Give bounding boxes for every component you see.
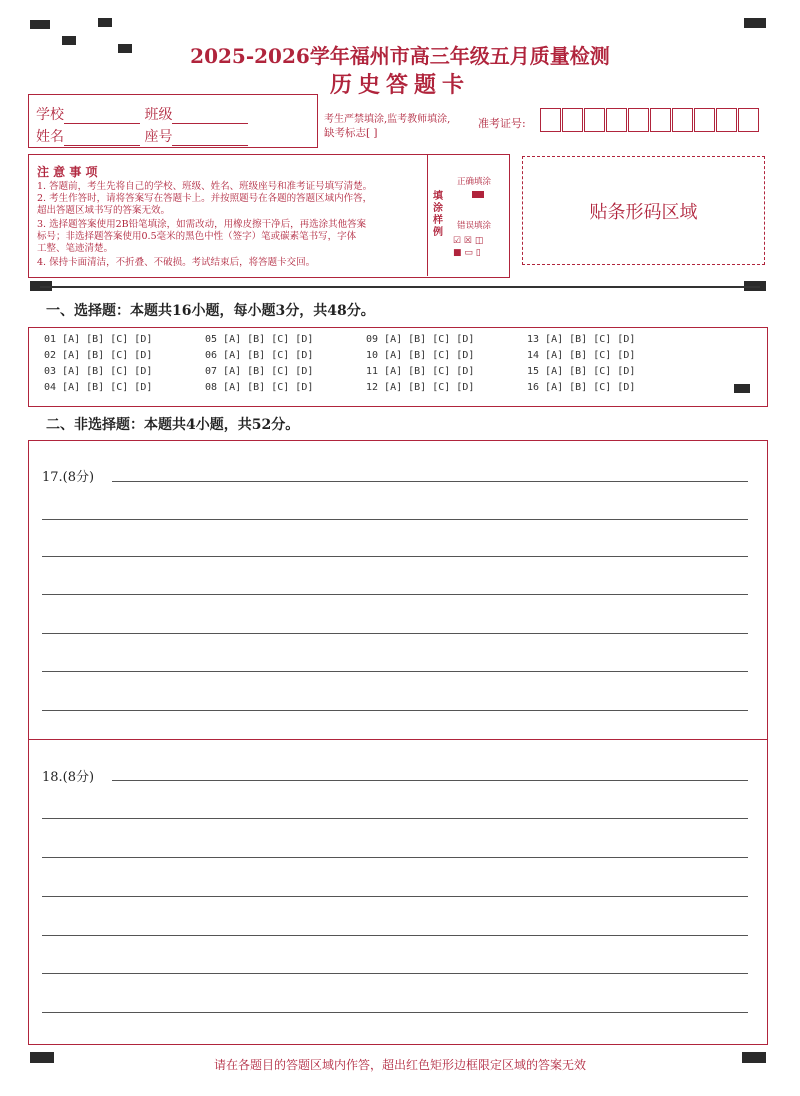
q17-label: 17.(8分) (42, 470, 95, 485)
notice-item: 4. 保持卡面清洁，不折叠、不破损。考试结束后，将答题卡交回。 (37, 257, 316, 268)
class-label: 班级 (144, 107, 173, 123)
exam-no-cell[interactable] (540, 108, 561, 132)
wrong-fill-label: 错误填涂 (457, 221, 492, 231)
answer-line[interactable] (42, 594, 748, 595)
answer-line[interactable] (42, 973, 748, 974)
choice-question[interactable]: 06 [A] [B] [C] [D] (205, 350, 314, 361)
answer-line[interactable] (42, 857, 748, 858)
choice-question[interactable]: 08 [A] [B] [C] [D] (205, 382, 314, 393)
choice-question[interactable]: 16 [A] [B] [C] [D] (527, 382, 636, 393)
fill-example-label: 填涂样例 (433, 191, 443, 238)
exam-title: 2025-2026学年福州市高三年级五月质量检测 (190, 44, 610, 68)
answer-line[interactable] (42, 556, 748, 557)
answer-line[interactable] (112, 780, 748, 781)
seat-label: 座号 (144, 129, 173, 145)
exam-no-label: 准考证号: (478, 117, 526, 130)
subject-title: 历史答题卡 (329, 72, 470, 98)
choice-question[interactable]: 01 [A] [B] [C] [D] (44, 334, 153, 345)
choice-question[interactable]: 02 [A] [B] [C] [D] (44, 350, 153, 361)
exam-no-cell[interactable] (738, 108, 759, 132)
exam-no-cell[interactable] (650, 108, 671, 132)
answer-line[interactable] (42, 935, 748, 936)
wrong-fill-samples: ☑ ☒ ◫ ■ ▭ ▯ (453, 236, 484, 258)
notice-item: 1. 答题前，考生先将自己的学校、班级、姓名、班级座号和准考证号填写清楚。 (37, 181, 373, 192)
school-label: 学校 (36, 107, 64, 123)
answer-line[interactable] (42, 671, 748, 672)
proctor-note: 考生严禁填涂,监考教师填涂, (324, 114, 451, 125)
exam-no-cell[interactable] (672, 108, 693, 132)
footer-note: 请在各题目的答题区域内作答，超出红色矩形边框限定区域的答案无效 (213, 1058, 586, 1072)
notice-title: 注 意 事 项 (37, 165, 98, 179)
school-row (36, 104, 248, 124)
correct-fill-sample (472, 191, 484, 198)
exam-no-cell[interactable] (606, 108, 627, 132)
notice-item: 工整、笔迹清楚。 (37, 243, 114, 254)
choice-question[interactable]: 15 [A] [B] [C] [D] (527, 366, 636, 377)
answer-line[interactable] (42, 896, 748, 897)
choice-question[interactable]: 14 [A] [B] [C] [D] (527, 350, 636, 361)
answer-box-18 (28, 739, 768, 1045)
absent-mark[interactable]: 缺考标志[ ] (324, 127, 378, 139)
seat-field[interactable] (172, 133, 248, 146)
registration-mark (30, 20, 50, 29)
answer-line[interactable] (42, 519, 748, 520)
answer-box-17 (28, 440, 768, 740)
barcode-area: 贴条形码区域 (522, 156, 765, 265)
name-label: 姓名 (36, 129, 64, 145)
section2-heading: 二、非选择题：本题共4小题，共52分。 (46, 417, 300, 433)
class-field[interactable] (172, 111, 248, 124)
exam-no-cell[interactable] (694, 108, 715, 132)
choice-question[interactable]: 12 [A] [B] [C] [D] (366, 382, 475, 393)
notice-box (28, 154, 510, 278)
choice-question[interactable]: 07 [A] [B] [C] [D] (205, 366, 314, 377)
exam-no-cell[interactable] (628, 108, 649, 132)
answer-line[interactable] (42, 710, 748, 711)
notice-item: 标号；非选择题答案使用0.5毫米的黑色中性（签字）笔或碳素笔书写，字体 (37, 231, 357, 242)
choice-question[interactable]: 10 [A] [B] [C] [D] (366, 350, 475, 361)
notice-divider (427, 155, 428, 276)
choice-question[interactable]: 09 [A] [B] [C] [D] (366, 334, 475, 345)
q18-label: 18.(8分) (42, 770, 95, 785)
section1-heading: 一、选择题：本题共16小题，每小题3分，共48分。 (46, 303, 375, 319)
notice-item: 2. 考生作答时，请将答案写在答题卡上。并按照题号在各题的答题区域内作答， (37, 193, 373, 204)
name-row (36, 126, 248, 146)
choice-question[interactable]: 04 [A] [B] [C] [D] (44, 382, 153, 393)
answer-line[interactable] (42, 633, 748, 634)
exam-no-cell[interactable] (584, 108, 605, 132)
exam-no-cell[interactable] (562, 108, 583, 132)
choice-question[interactable]: 13 [A] [B] [C] [D] (527, 334, 636, 345)
choice-question[interactable]: 11 [A] [B] [C] [D] (366, 366, 475, 377)
answer-line[interactable] (112, 481, 748, 482)
registration-mark (98, 18, 112, 27)
notice-item: 超出答题区域书写的答案无效。 (37, 205, 171, 216)
school-field[interactable] (64, 111, 140, 124)
choice-question[interactable]: 03 [A] [B] [C] [D] (44, 366, 153, 377)
exam-no-cell[interactable] (716, 108, 737, 132)
answer-line[interactable] (42, 818, 748, 819)
name-field[interactable] (64, 133, 140, 146)
notice-item: 3. 选择题答案使用2B铅笔填涂，如需改动，用橡皮擦干净后，再选涂其他答案 (37, 219, 367, 230)
choice-question[interactable]: 05 [A] [B] [C] [D] (205, 334, 314, 345)
answer-line[interactable] (42, 1012, 748, 1013)
separator-line (40, 286, 760, 288)
registration-mark (744, 18, 766, 28)
correct-fill-label: 正确填涂 (457, 177, 492, 187)
